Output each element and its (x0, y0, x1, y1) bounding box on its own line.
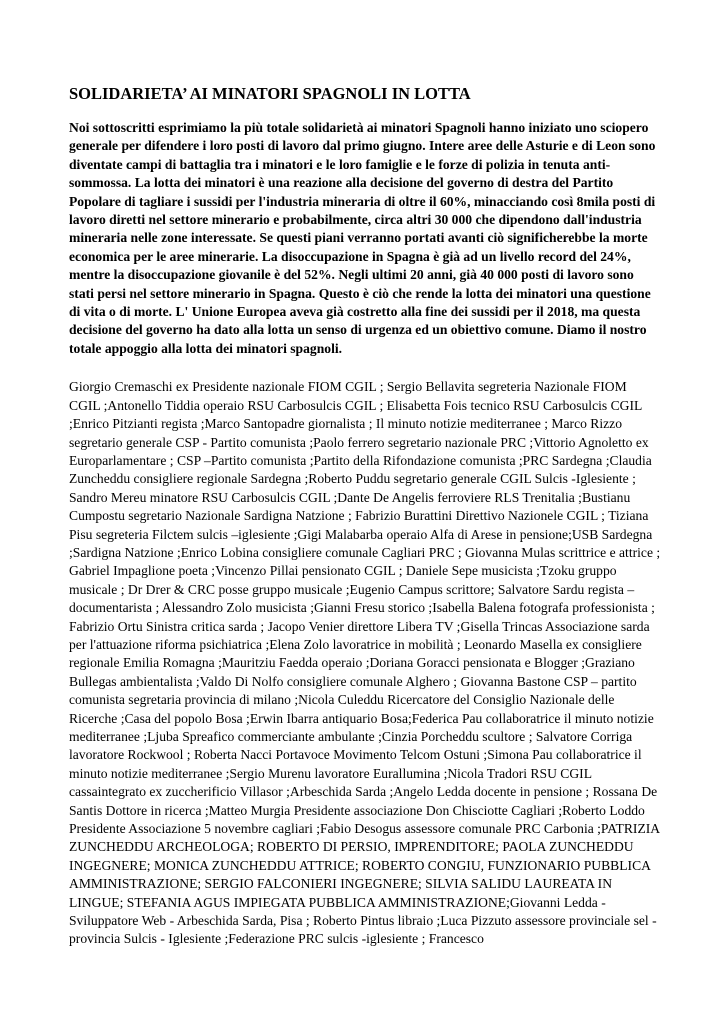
intro-paragraph: Noi sottoscritti esprimiamo la più totale solidarietà ai minatori Spagnoli hanno iniziato uno sciopero generale per difendere i loro posti di lavoro dal primo giugno. Intere aree delle Asturie e di Leon sono diventate campi di battaglia tra i minatori e le loro famiglie e le forze di polizia in tenuta anti-sommossa. La lotta dei minatori è una reazione alla decisione del governo di destra del Partito Popolare di tagliare i sussidi per l'industria mineraria di oltre il 60%, minacciando così 8mila posti di lavoro diretti nel settore minerario e probabilmente, circa altri 30 000 che dipendono dall'industria mineraria nelle zone interessate. Se questi piani verranno portati avanti ciò significherebbe la morte economica per le aree minerarie. La disoccupazione in Spagna è già ad un livello record del 24%, mentre la disoccupazione giovanile è del 52%. Negli ultimi 20 anni, già 40 000 posti di lavoro sono stati persi nel settore minerario in Spagna. Questo è ciò che rende la lotta dei minatori una questione di vita o di morte. L' Unione Europea aveva già costretto alla fine dei sussidi per il 2018, ma questa decisione del governo ha dato alla lotta un senso di urgenza ed un obiettivo comune. Diamo il nostro totale appoggio alla lotta dei minatori spagnoli. (69, 120, 656, 356)
document-page (69, 84, 661, 949)
document-title: SOLIDARIETA’ AI MINATORI SPAGNOLI IN LOTTA (69, 84, 471, 103)
signatories-list: Giorgio Cremaschi ex Presidente nazionale FIOM CGIL ; Sergio Bellavita segreteria Nazionale FIOM CGIL ;Antonello Tiddia operaio RSU Carbosulcis CGIL ; Elisabetta Fois tecnico RSU Carbosulcis CGIL ;Enrico Pitzianti regista ;Marco Santopadre giornalista ; Il minuto notizie mediterranee ; Marco Rizzo segretario generale CSP - Partito comunista ;Paolo ferrero segretario nazionale PRC ;Vittorio Agnoletto ex Europarlamentare ; CSP –Partito comunista ;Partito della Rifondazione comunista ;PRC Sardegna ;Claudia Zuncheddu consigliere regionale Sardegna ;Roberto Puddu segretario generale CGIL Sulcis -Iglesiente ; Sandro Mereu minatore RSU Carbosulcis CGIL ;Dante De Angelis ferroviere RLS Trenitalia ;Bustianu Cumpostu segretario Nazionale Sardigna Natzione ; Fabrizio Burattini Direttivo Nazionele CGIL ; Tiziana Pisu segreteria Filctem sulcis –iglesiente ;Gigi Malabarba operaio Alfa di Arese in pensione;USB Sardegna ;Sardigna Natzione ;Enrico Lobina consigliere comunale Cagliari PRC ; Giovanna Mulas scrittrice e attrice ; Gabriel Impaglione poeta ;Vincenzo Pillai pensionato CGIL ; Daniele Sepe musicista ;Tzoku gruppo musicale ; Dr Drer & CRC posse gruppo musicale ;Eugenio Campus scrittore; Salvatore Sardu regista – documentarista ; Alessandro Zolo musicista ;Gianni Fresu storico ;Isabella Balena fotografa professionista ; Fabrizio Ortu Sinistra critica sarda ; Jacopo Venier direttore Libera TV ;Gisella Trincas Associazione sarda per l'attuazione riforma psichiatrica ;Elena Zolo lavoratrice in mobilità ; Leonardo Masella ex consigliere regionale Emilia Romagna ;Mauritziu Faedda operaio ;Doriana Goracci pensionata e Blogger ;Graziano Bullegas ambientalista ;Valdo Di Nolfo consigliere comunale Alghero ; Giovanna Bastone CSP – partito comunista segretaria provincia di milano ;Nicola Culeddu Ricercatore del Consiglio Nazionale delle Ricerche ;Casa del popolo Bosa ;Erwin Ibarra antiquario Bosa;Federica Pau collaboratrice il minuto notizie mediterranee ;Ljuba Spreafico commerciante ambulante ;Cinzia Porcheddu scultore ; Salvatore Corriga lavoratore Rockwool ; Roberta Nacci Portavoce Movimento Telcom Ostuni ;Simona Pau collaboratrice il minuto notizie mediterranee ;Sergio Murenu lavoratore Eurallumina ;Nicola Tradori RSU CGIL cassaintegrato ex zuccherificio Villasor ;Arbeschida Sarda ;Angelo Ledda docente in pensione ; Rossana De Santis Dottore in ricerca ;Matteo Murgia Presidente associazione Don Chisciotte Cagliari ;Roberto Loddo Presidente Associazione 5 novembre cagliari ;Fabio Desogus assessore comunale PRC Carbonia ;PATRIZIA ZUNCHEDDU ARCHEOLOGA; ROBERTO DI PERSIO, IMPRENDITORE; PAOLA ZUNCHEDDU INGEGNERE; MONICA ZUNCHEDDU ATTRICE; ROBERTO CONGIU, FUNZIONARIO PUBBLICA AMMINISTRAZIONE; SERGIO FALCONIERI INGEGNERE; SILVIA SALIDU LAUREATA IN LINGUE; STEFANIA AGUS IMPIEGATA PUBBLICA AMMINISTRAZIONE;Giovanni Ledda - Sviluppatore Web - Arbeschida Sarda, Pisa ; Roberto Pintus libraio ;Luca Pizzuto assessore provinciale sel - provincia Sulcis - Iglesiente ;Federazione PRC sulcis -iglesiente ; Francesco (69, 379, 661, 947)
